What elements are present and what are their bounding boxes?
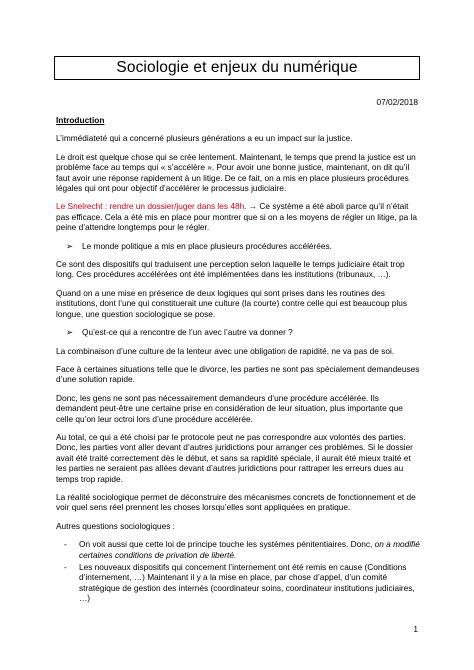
section-heading: Introduction <box>56 115 105 125</box>
paragraph-3 <box>56 201 420 232</box>
bullet-item-1 <box>66 241 420 251</box>
page-number: 1 <box>413 625 418 634</box>
paragraph-2: Le droit est quelque chose qui se crée lentement. Maintenant, le temps que prend la justice est un problème face au temps qui « s’accélère ». Pour avoir une bonne justice, maintenant, on dit qu’il faut avoir une réponse rapidement à un litige. De ce fait, on a mis en place plusieurs procédures légales qui ont pour objectif d’accélérer le processus judiciaire. <box>56 151 416 194</box>
bullet-text-1: Le monde politique a mis en place plusieurs procédures accélérées. <box>82 240 332 251</box>
list-item <box>64 539 420 560</box>
paragraph-6: La combinaison d’une culture de la lenteur avec une obligation de rapidité, ne va pas de soi. <box>56 345 395 356</box>
list-item <box>64 562 420 604</box>
paragraph-5: Quand on a une mise en présence de deux logiques qui sont prises dans les routines des institutions, dont l’une qui constituerait une culture (la courte) contre celle qui est beaucoup plus longue, une question sociologique se pose. <box>56 287 407 319</box>
bullet-arrow-icon: ➢ <box>66 327 73 338</box>
document-date: 07/02/2018 <box>376 97 418 107</box>
list-item-2-text: Les nouveaux dispositifs qui concernent l’internement ont été remis en cause (Conditions d’internement, …) Maintenant il y a la mise en place, par chose d’appel, d’un comité stratégique de gestion des internés (coordinateur soins, coordinateur institutions judiciaires, …) <box>79 562 415 604</box>
paragraph-9: Au total, ce qui a été choisi par le protocole peut ne pas correspondre aux volontés des parties. Donc, les parties vont aller devant d’autres juridictions pour arranger ces problèmes. Si le dossier avait été traité correctement dès le début, et sans sa rapidité spéciale, il aurait été mieux traité et les parties ne seraient pas allées devant d’autres juridictions pour rattraper les erreurs dues au temps trop rapide. <box>56 431 413 484</box>
paragraph-1: L’immédiateté qui a concerné plusieurs générations a eu un impact sur la justice. <box>56 133 353 144</box>
paragraph-8: Donc, les gens ne sont pas nécessairement demandeurs d’une procédure accélérée. Ils demandent peut-être une certaine prise en considération de leur situation, plus importante que celle qu’on leur octroi lors d’une procédure accélérée. <box>56 392 403 424</box>
dash-list <box>64 539 420 603</box>
paragraph-4: Ce sont des dispositifs qui traduisent une perception selon laquelle le temps judiciaire était trop long. Ces procédures accélérées ont été implémentées dans les institutions (tribunaux, …). <box>56 259 405 280</box>
document-title: Sociologie et enjeux du numérique <box>54 56 420 80</box>
bullet-item-2 <box>66 327 420 337</box>
paragraph-7: Face à certaines situations telle que le divorce, les parties ne sont pas spécialement demandeuses d’une solution rapide. <box>56 363 420 385</box>
bullet-arrow-icon: ➢ <box>66 240 73 251</box>
arrow-icon: → <box>248 201 258 212</box>
list-item-text <box>79 539 420 560</box>
snelrecht-highlight: Le Snelrecht : rendre un dossier/juger dans les 48h. <box>56 201 247 212</box>
paragraph-11: Autres questions sociologiques : <box>56 520 175 531</box>
dash-bullet: - <box>64 562 67 572</box>
dash-bullet: - <box>64 539 67 550</box>
list-item-1-italic: on a modifié certaines conditions de privation de liberté. <box>79 539 420 560</box>
paragraph-3-rest: Ce système a été aboli parce qu’il n’était pas efficace. Cela a été mis en place pour montrer que si on a les moyens de régler un litige, pa la peine d’attendre longtemps pour le régler. <box>56 201 417 233</box>
paragraph-10: La réalité sociologique permet de déconstruire des mécanismes concrets de fonctionnement et de voir quel sens réel prennent les choses lorsqu’elles sont appliquées en pratique. <box>56 491 416 513</box>
list-item-1-text: On voit aussi que cette loi de principe touche les systèmes pénitentiaires. Donc, <box>79 539 373 550</box>
document-body <box>56 115 420 606</box>
bullet-text-2: Qu’est-ce qui a rencontre de l’un avec l’autre va donner ? <box>82 327 293 338</box>
